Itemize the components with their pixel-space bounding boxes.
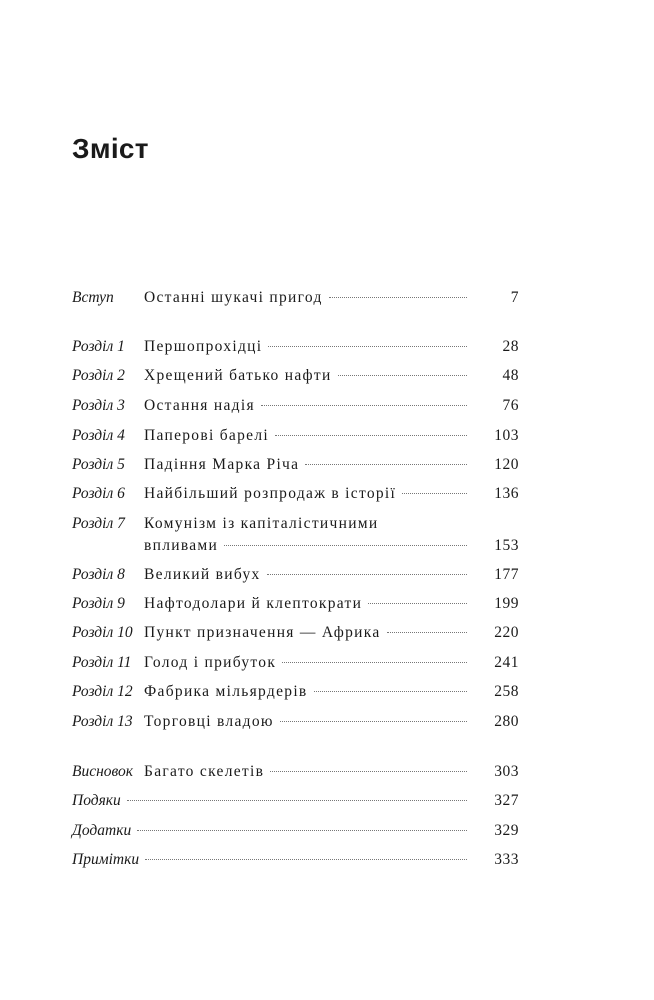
toc-entry-page: 153 — [494, 537, 519, 554]
dot-leader — [280, 721, 467, 722]
toc-entry-title: Останні шукачі пригод — [144, 289, 323, 306]
toc-entry-title: Фабрика мільярдерів — [144, 683, 308, 700]
dot-leader — [314, 691, 467, 692]
toc-entry-label: Розділ 2 — [72, 367, 125, 384]
toc-entry-page: 329 — [494, 822, 519, 839]
dot-leader — [329, 297, 467, 298]
toc-entry-page: 7 — [510, 289, 519, 306]
toc-entry-label: Вступ — [72, 289, 114, 306]
toc-entry-label: Розділ 9 — [72, 595, 125, 612]
toc-entry-page: 48 — [502, 367, 519, 384]
dot-leader — [145, 859, 467, 860]
toc-entry-label: Розділ 1 — [72, 338, 125, 355]
dot-leader — [338, 375, 467, 376]
toc-entry-label: Розділ 7 — [72, 515, 125, 532]
dot-leader — [305, 464, 467, 465]
toc-entry-label: Розділ 12 — [72, 683, 133, 700]
toc-entry-page: 327 — [494, 792, 519, 809]
toc-entry-title: Подяки — [72, 792, 121, 809]
toc-entry-page: 258 — [494, 683, 519, 700]
toc-entry-label: Розділ 8 — [72, 566, 125, 583]
toc-entry-page: 280 — [494, 713, 519, 730]
toc-entry-page: 333 — [494, 851, 519, 868]
dot-leader — [387, 632, 467, 633]
dot-leader — [127, 800, 467, 801]
toc-entry-page: 241 — [494, 654, 519, 671]
toc-entry-title: Примітки — [72, 851, 140, 868]
toc-entry-page: 28 — [502, 338, 519, 355]
dot-leader — [267, 574, 467, 575]
toc-entry-title-line-1: Комунізм із капіталістичними — [144, 515, 379, 532]
page-title: Зміст — [72, 133, 149, 164]
dot-leader — [368, 603, 467, 604]
toc-entry-title: Додатки — [72, 822, 132, 839]
dot-leader — [270, 771, 467, 772]
toc-entry-page: 76 — [502, 397, 519, 414]
toc-entry-page: 177 — [494, 566, 519, 583]
toc-entry-label: Розділ 10 — [72, 624, 133, 641]
toc-entry-title: Найбільший розпродаж в історії — [144, 485, 397, 502]
toc-entry-page: 303 — [494, 763, 519, 780]
toc-entry-label: Розділ 3 — [72, 397, 125, 414]
dot-leader — [402, 493, 467, 494]
toc-entry-page: 120 — [494, 456, 519, 473]
toc-entry-title: Хрещений батько нафти — [144, 367, 332, 384]
toc-entry-label: Розділ 13 — [72, 713, 133, 730]
toc-entry-page: 103 — [494, 427, 519, 444]
toc-entry-page: 136 — [494, 485, 519, 502]
toc-entry-title: Голод і прибуток — [144, 654, 277, 671]
dot-leader — [275, 435, 467, 436]
toc-entry-label: Розділ 5 — [72, 456, 125, 473]
dot-leader — [261, 405, 467, 406]
toc-entry-title: Торговці владою — [144, 713, 274, 730]
toc-entry-label: Висновок — [72, 763, 134, 780]
toc-entry-title-line-2: впливами — [144, 537, 219, 554]
dot-leader — [282, 662, 467, 663]
dot-leader — [137, 830, 467, 831]
dot-leader — [268, 346, 467, 347]
toc-entry-page: 220 — [494, 624, 519, 641]
toc-entry-label: Розділ 4 — [72, 427, 125, 444]
toc-entry-page: 199 — [494, 595, 519, 612]
toc-entry-title: Багато скелетів — [144, 763, 265, 780]
toc-entry-title: Великий вибух — [144, 566, 261, 583]
toc-entry-title: Падіння Марка Річа — [144, 456, 300, 473]
dot-leader — [224, 545, 467, 546]
toc-entry-title: Пункт призначення — Африка — [144, 624, 381, 641]
toc-entry-title: Паперові барелі — [144, 427, 269, 444]
toc-entry-label: Розділ 11 — [72, 654, 132, 671]
toc-entry-label: Розділ 6 — [72, 485, 125, 502]
toc-entry-title: Першопрохідці — [144, 338, 263, 355]
toc-entry-title: Остання надія — [144, 397, 255, 414]
toc-entry-title: Нафтодолари й клептократи — [144, 595, 363, 612]
